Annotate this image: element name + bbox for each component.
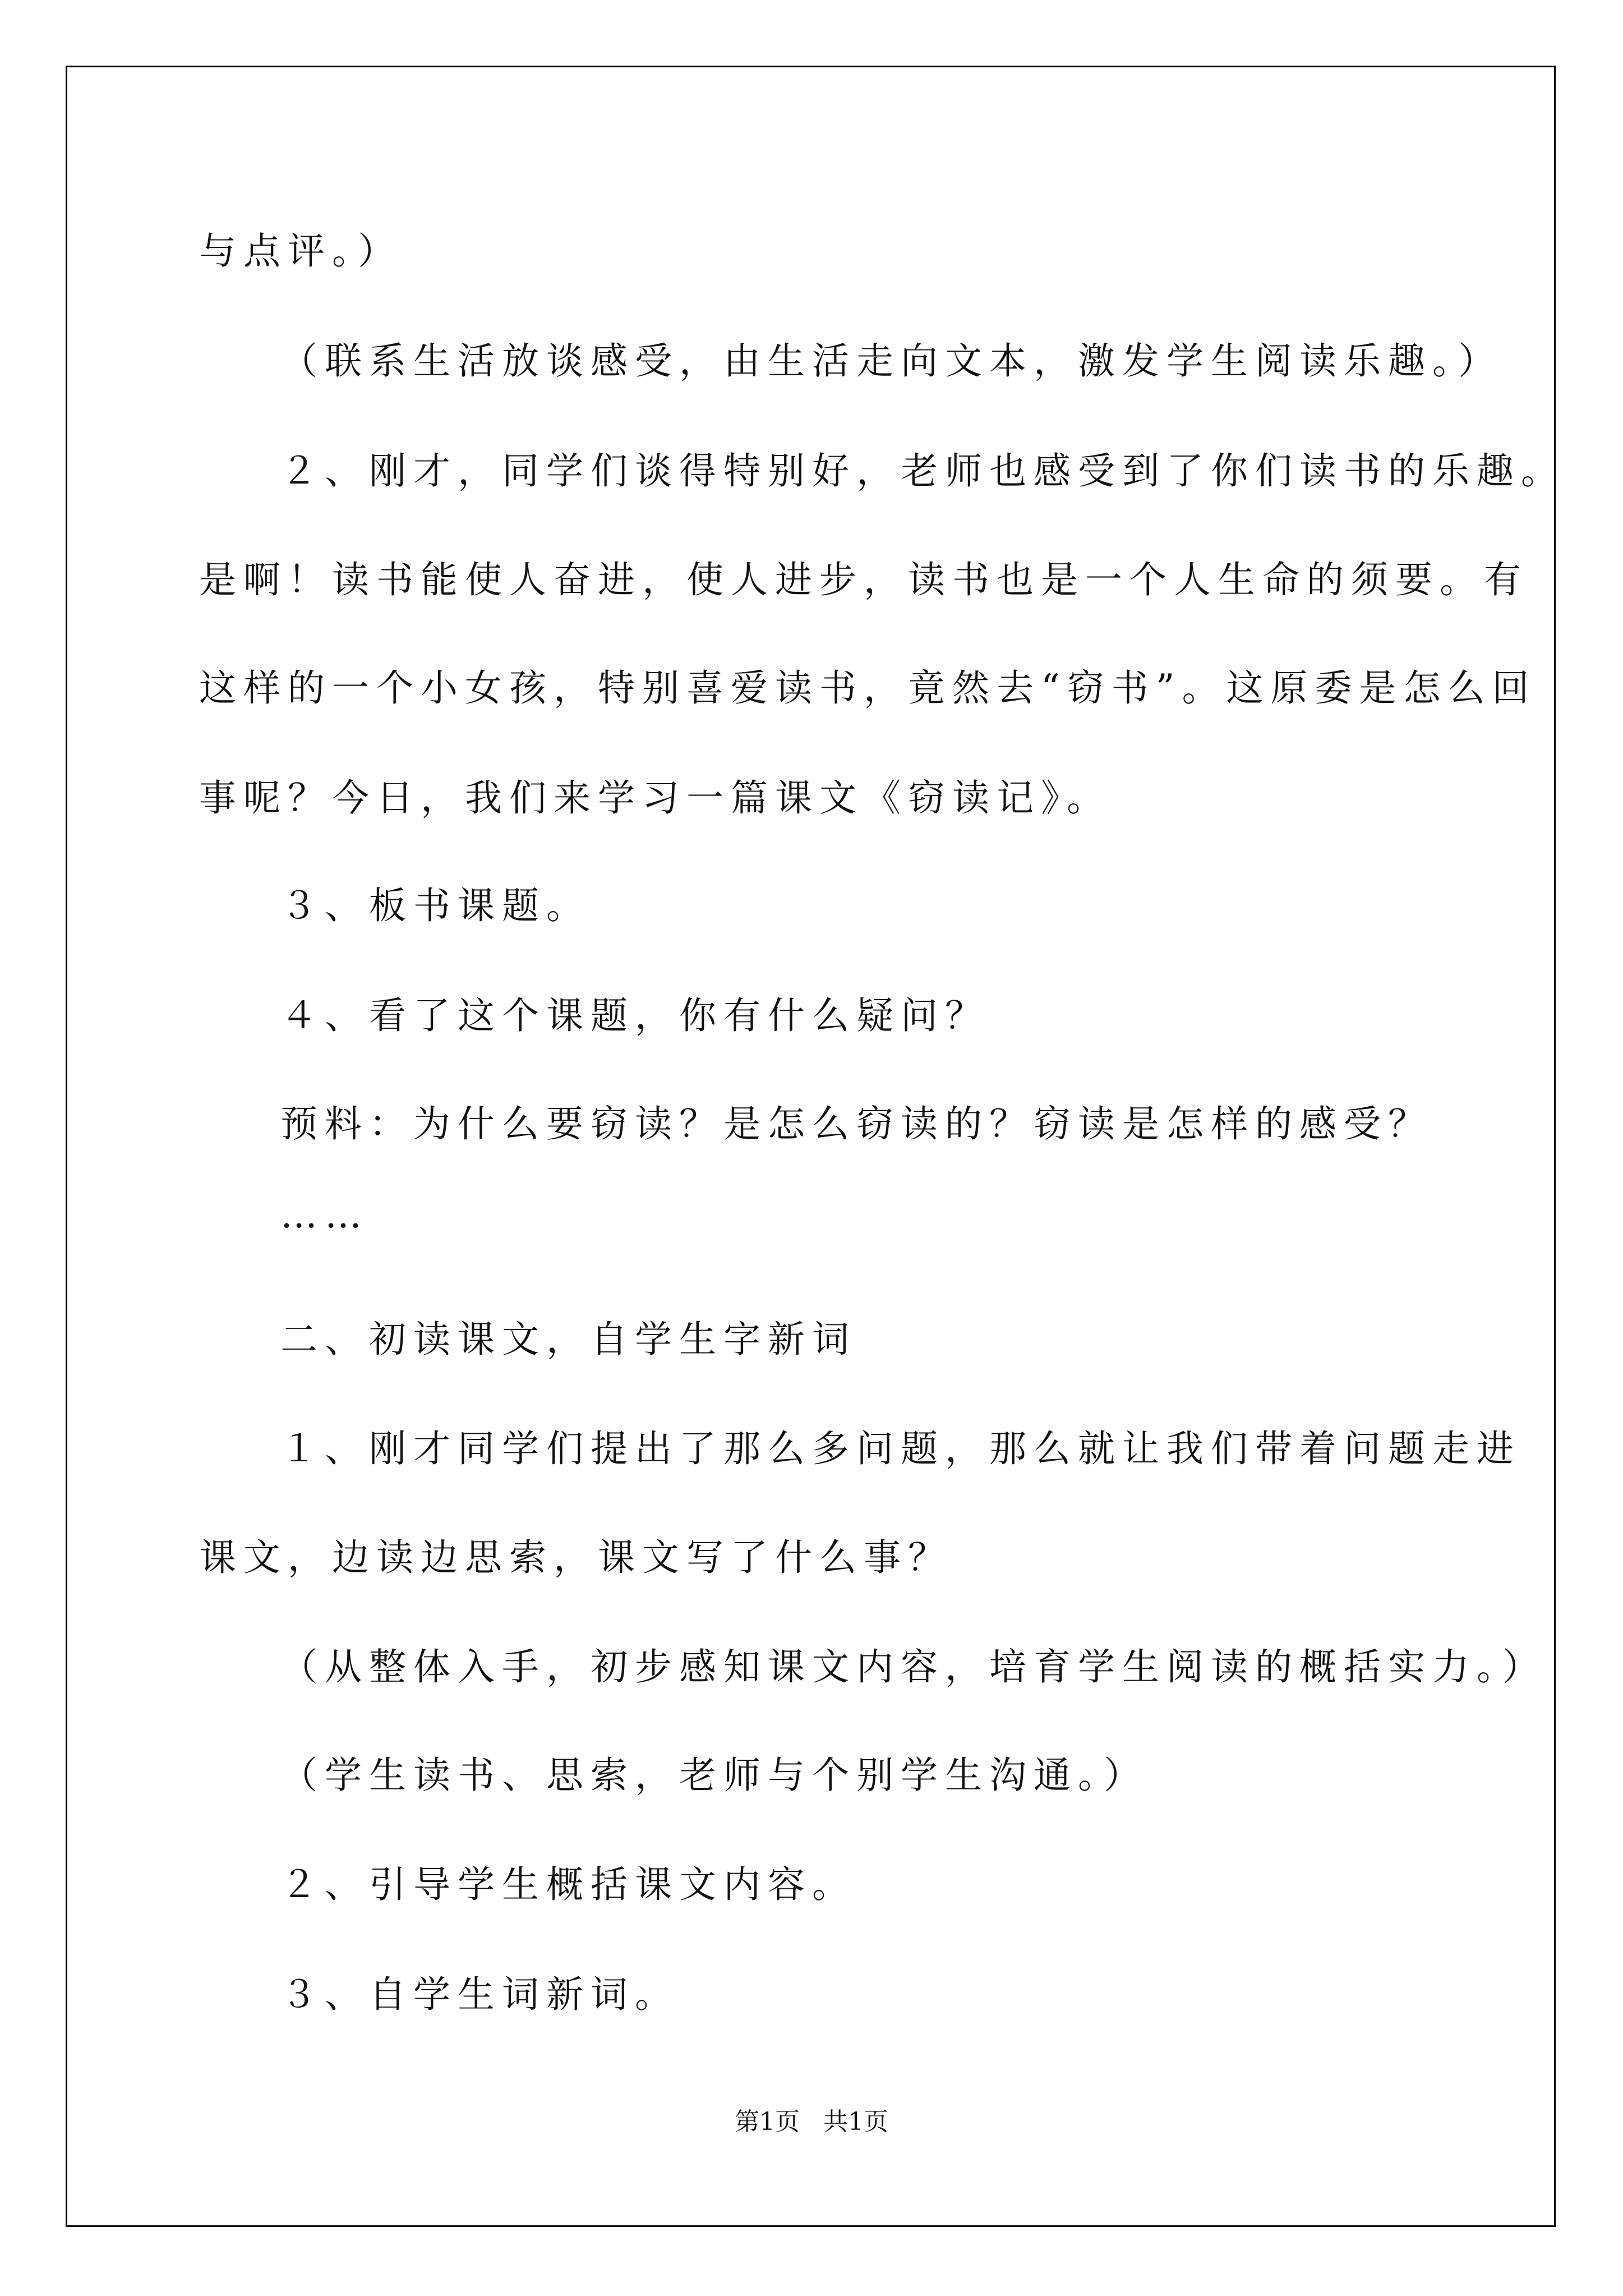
paragraph-line-1: 与点评。） xyxy=(199,229,402,273)
paragraph-line-10: …… xyxy=(280,1193,369,1236)
page-number-footer: 第1页 共1页 xyxy=(735,2108,888,2136)
paragraph-line-9: 预料：为什么要窃读？是怎么窃读的？窃读是怎样的感受？ xyxy=(280,1102,1432,1145)
paragraph-line-16: ２、引导学生概括课文内容。 xyxy=(280,1863,856,1906)
paragraph-line-4: 是啊！读书能使人奋进，使人进步，读书也是一个人生命的须要。有 xyxy=(199,558,1528,601)
paragraph-line-7: ３、板书课题。 xyxy=(280,884,591,927)
paragraph-line-17: ３、自学生词新词。 xyxy=(280,1973,679,2016)
paragraph-line-5: 这样的一个小女孩，特别喜爱读书，竟然去“窃书”。这原委是怎么回 xyxy=(199,666,1537,710)
paragraph-line-6: 事呢？今日，我们来学习一篇课文《窃读记》。 xyxy=(199,776,1111,820)
paragraph-line-2: （联系生活放谈感受，由生活走向文本，激发学生阅读乐趣。） xyxy=(280,339,1502,383)
paragraph-line-8: ４、看了这个课题，你有什么疑问？ xyxy=(280,994,989,1037)
paragraph-line-13: 课文，边读边思索，课文写了什么事？ xyxy=(199,1536,952,1579)
paragraph-line-15: （学生读书、思索，老师与个别学生沟通。） xyxy=(280,1754,1148,1797)
paragraph-line-3: ２、刚才，同学们谈得特别好，老师也感受到了你们读书的乐趣。 xyxy=(280,449,1565,493)
paragraph-line-14: （从整体入手，初步感知课文内容，培育学生阅读的概括实力。） xyxy=(280,1645,1547,1688)
section-heading: 二、初读课文，自学生字新词 xyxy=(280,1318,856,1361)
paragraph-line-12: １、刚才同学们提出了那么多问题，那么就让我们带着问题走进 xyxy=(280,1427,1521,1470)
